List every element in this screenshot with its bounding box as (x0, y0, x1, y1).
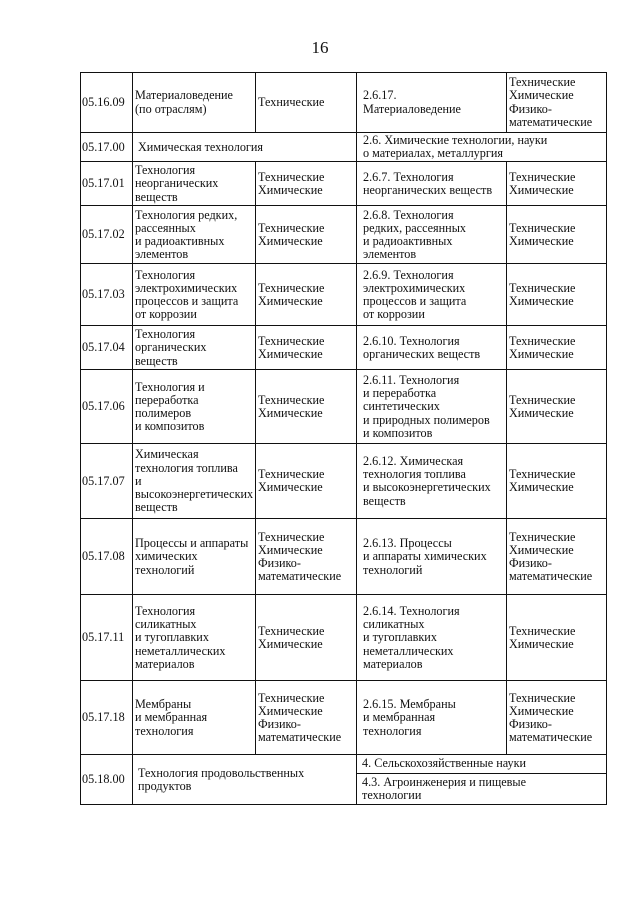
old-branches-cell: Технические Химические (256, 326, 357, 370)
new-branches-cell: Технические Химические Физико- математические (507, 73, 607, 133)
page-number: 16 (311, 38, 329, 57)
new-group-cell: 4.3. Агроинженерия и пищевые технологии (357, 773, 607, 804)
new-specialty-cell: 2.6.10. Технология органических веществ (357, 326, 507, 370)
old-code-cell: 05.17.08 (81, 519, 133, 595)
new-specialty-cell: 2.6.11. Технология и переработка синтетических и природных полимеров и композитов (357, 370, 507, 444)
old-branches-cell: Технические Химические Физико- математические (256, 519, 357, 595)
old-group-name-cell: Технология продовольственных продуктов (133, 755, 357, 805)
old-name-cell: Технология и переработка полимеров и композитов (133, 370, 256, 444)
old-code-cell: 05.17.03 (81, 264, 133, 326)
old-branches-cell: Технические (256, 73, 357, 133)
old-branches-cell: Технические Химические (256, 595, 357, 681)
old-group-name-cell: Химическая технология (133, 133, 357, 162)
table-row (81, 133, 607, 162)
table-row (81, 681, 607, 755)
new-branches-cell: Технические Химические (507, 370, 607, 444)
old-code-cell: 05.17.04 (81, 326, 133, 370)
table-row (81, 370, 607, 444)
new-branches-cell: Технические Химические Физико- математические (507, 681, 607, 755)
table-row (81, 326, 607, 370)
table-row (81, 595, 607, 681)
table-row (81, 755, 607, 773)
specialty-correspondence-table (80, 72, 607, 805)
old-name-cell: Технология силикатных и тугоплавких неметаллических материалов (133, 595, 256, 681)
old-code-cell: 05.17.18 (81, 681, 133, 755)
old-name-cell: Технология органических веществ (133, 326, 256, 370)
old-branches-cell: Технические Химические (256, 206, 357, 264)
new-branches-cell: Технические Химические (507, 206, 607, 264)
table-row (81, 206, 607, 264)
new-specialty-cell: 2.6.15. Мембраны и мембранная технология (357, 681, 507, 755)
table-row (81, 162, 607, 206)
old-name-cell: Технология редких, рассеянных и радиоактивных элементов (133, 206, 256, 264)
old-branches-cell: Технические Химические (256, 162, 357, 206)
table-row (81, 73, 607, 133)
new-specialty-cell: 2.6.14. Технология силикатных и тугоплавких неметаллических материалов (357, 595, 507, 681)
new-branches-cell: Технические Химические Физико- математические (507, 519, 607, 595)
new-specialty-cell: 2.6.13. Процессы и аппараты химических технологий (357, 519, 507, 595)
old-code-cell: 05.16.09 (81, 73, 133, 133)
table-row (81, 264, 607, 326)
old-name-cell: Мембраны и мембранная технология (133, 681, 256, 755)
old-code-cell: 05.17.06 (81, 370, 133, 444)
old-code-cell: 05.17.00 (81, 133, 133, 162)
table-row (81, 444, 607, 519)
new-branches-cell: Технические Химические (507, 264, 607, 326)
new-specialty-cell: 2.6.7. Технология неорганических веществ (357, 162, 507, 206)
new-specialty-cell: 2.6.8. Технология редких, рассеянных и радиоактивных элементов (357, 206, 507, 264)
old-code-cell: 05.17.11 (81, 595, 133, 681)
old-name-cell: Технология неорганических веществ (133, 162, 256, 206)
new-branches-cell: Технические Химические (507, 444, 607, 519)
new-branches-cell: Технические Химические (507, 595, 607, 681)
old-branches-cell: Технические Химические (256, 264, 357, 326)
old-code-cell: 05.17.02 (81, 206, 133, 264)
old-branches-cell: Технические Химические (256, 370, 357, 444)
new-specialty-cell: 2.6.12. Химическая технология топлива и высокоэнергетических веществ (357, 444, 507, 519)
new-branches-cell: Технические Химические (507, 326, 607, 370)
old-code-cell: 05.17.01 (81, 162, 133, 206)
old-branches-cell: Технические Химические Физико- математические (256, 681, 357, 755)
new-specialty-cell: 2.6.9. Технология электрохимических процессов и защита от коррозии (357, 264, 507, 326)
old-name-cell: Химическая технология топлива и высокоэнергетических веществ (133, 444, 256, 519)
old-branches-cell: Технические Химические (256, 444, 357, 519)
new-branches-cell: Технические Химические (507, 162, 607, 206)
old-code-cell: 05.18.00 (81, 755, 133, 805)
new-group-cell: 2.6. Химические технологии, науки о материалах, металлургия (357, 133, 607, 162)
old-name-cell: Технология электрохимических процессов и защита от коррозии (133, 264, 256, 326)
new-field-cell: 4. Сельскохозяйственные науки (357, 755, 607, 773)
old-name-cell: Материаловедение (по отраслям) (133, 73, 256, 133)
old-code-cell: 05.17.07 (81, 444, 133, 519)
new-specialty-cell: 2.6.17. Материаловедение (357, 73, 507, 133)
old-name-cell: Процессы и аппараты химических технологий (133, 519, 256, 595)
table-row (81, 519, 607, 595)
